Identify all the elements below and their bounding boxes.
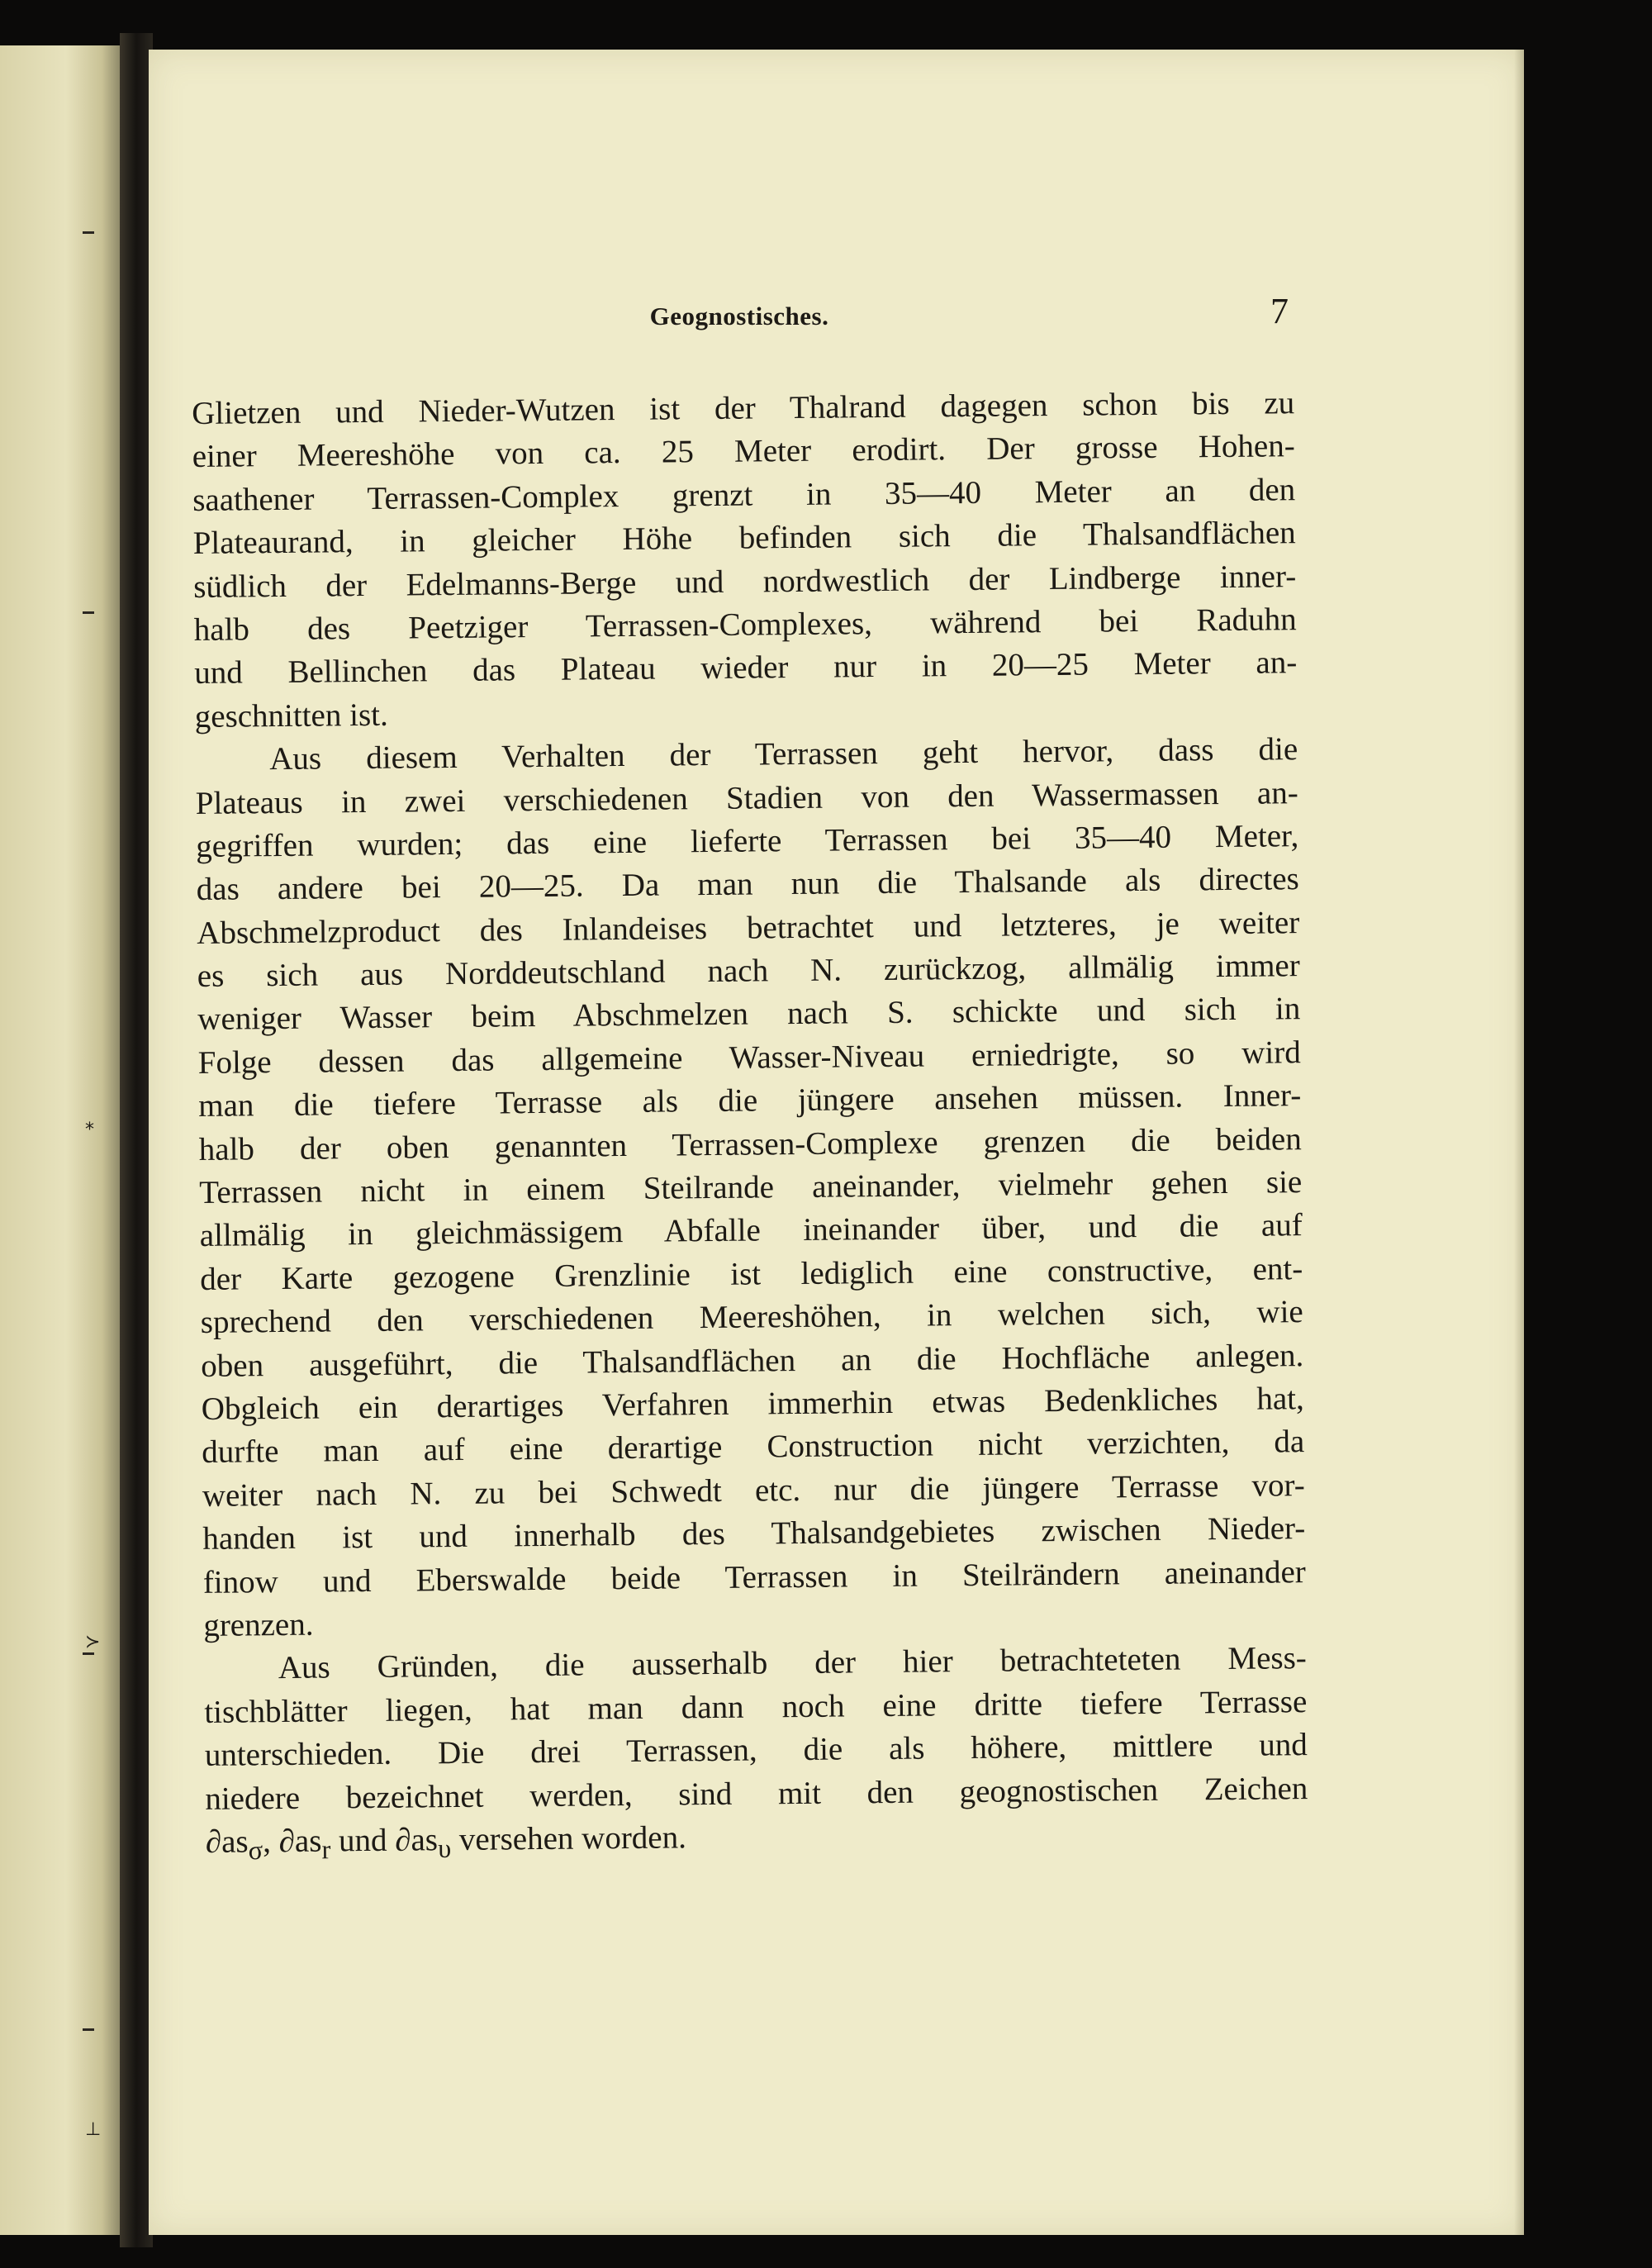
text-line: gegriffen wurden; das eine lieferte Terrassen bei 35—40 Meter,: [196, 818, 1299, 864]
text-line: grenzen.: [203, 1606, 314, 1643]
running-head-title: Geognostisches.: [649, 302, 829, 330]
text-line: allmälig in gleichmässigem Abfalle ineinander über, und die auf: [199, 1207, 1303, 1254]
text-line: es sich aus Norddeutschland nach N. zurückzog, allmälig immer: [197, 948, 1300, 995]
margin-mark-arrow: ≻: [85, 1632, 101, 1652]
book-gutter: [120, 33, 153, 2247]
text-line: Aus diesem Verhalten der Terrassen geht hervor, dass die: [269, 731, 1298, 777]
text-line: südlich der Edelmanns-Berge und nordwestlich der Lindberge inner-: [193, 558, 1297, 605]
text-line: einer Meereshöhe von ca. 25 Meter erodirt. Der grosse Hohen-: [192, 428, 1295, 475]
text-line: Folge dessen das allgemeine Wasser-Niveau erniedrigte, so wird: [197, 1034, 1301, 1081]
text-line: man die tiefere Terrasse als die jüngere ansehen müssen. Inner-: [198, 1077, 1302, 1124]
text-line: halb der oben genannten Terrassen-Complexe grenzen die beiden: [198, 1120, 1302, 1167]
text-line: Aus Gründen, die ausserhalb der hier betrachteteten Mess-: [278, 1640, 1307, 1686]
text-line: geschnitten ist.: [194, 697, 388, 735]
text-line: das andere bei 20—25. Da man nun die Thalsande als directes: [196, 861, 1299, 908]
geognostic-symbol-middle: $\partial as_r$: [278, 1823, 331, 1866]
geognostic-symbol-upper: $\partial as_\sigma$: [205, 1823, 263, 1866]
left-facing-page-edge: [0, 45, 120, 2235]
text-line: Plateaus in zwei verschiedenen Stadien von den Wassermassen an-: [195, 774, 1298, 821]
text-line: handen ist und innerhalb des Thalsandgebietes zwischen Nieder-: [202, 1510, 1306, 1557]
text-line: weniger Wasser beim Abschmelzen nach S. schickte und sich in: [197, 991, 1301, 1038]
text-line: niedere bezeichnet werden, sind mit den geognostischen Zeichen: [205, 1770, 1308, 1817]
symbols-line: $\partial as_\sigma$, $\partial as_r$ und $\partial as_\upsilon$ versehen worden.: [205, 1819, 687, 1866]
text-line: oben ausgeführt, die Thalsandflächen an die Hochfläche anlegen.: [201, 1337, 1304, 1384]
margin-tick: [83, 231, 94, 234]
geognostic-symbol-lower: $\partial as_\upsilon$: [395, 1822, 452, 1864]
text-line: weiter nach N. zu bei Schwedt etc. nur die jüngere Terrasse vor-: [202, 1467, 1305, 1514]
text-line: Terrassen nicht in einem Steilrande aneinander, vielmehr gehen sie: [199, 1164, 1303, 1210]
text-line: finow und Eberswalde beide Terrassen in Steilrändern aneinander: [202, 1553, 1306, 1600]
text-line: unterschieden. Die drei Terrassen, die als höhere, mittlere und: [204, 1727, 1308, 1774]
margin-tick: [83, 2028, 94, 2031]
body-text: [192, 382, 1308, 1864]
margin-mark-bracket: ⊥: [85, 2119, 102, 2140]
text-line: tischblätter liegen, hat man dann noch eine dritte tiefere Terrasse: [204, 1683, 1308, 1730]
text-line: Glietzen und Nieder-Wutzen ist der Thalrand dagegen schon bis zu: [192, 385, 1295, 431]
margin-tick: [83, 611, 94, 614]
text-line: saathener Terrassen-Complex grenzt in 35—40 Meter an den: [192, 471, 1296, 518]
text-line: der Karte gezogene Grenzlinie ist lediglich eine constructive, ent-: [200, 1250, 1303, 1297]
text-line: Plateaurand, in gleicher Höhe befinden sich die Thalsandflächen: [192, 515, 1296, 562]
text-line: halb des Peetziger Terrassen-Complexes, während bei Raduhn: [193, 601, 1297, 648]
page-number: 7: [1270, 291, 1289, 331]
running-head: [190, 285, 1289, 335]
text-line: Abschmelzproduct des Inlandeises betrachtet und letzteres, je weiter: [197, 904, 1300, 951]
text-line: und Bellinchen das Plateau wieder nur in 20—25 Meter an-: [194, 644, 1298, 692]
margin-tick: [83, 1652, 94, 1655]
text-line: sprechend den verschiedenen Meereshöhen, in welchen sich, wie: [200, 1294, 1303, 1341]
text-line: Obgleich ein derartiges Verfahren immerhin etwas Bedenkliches hat,: [201, 1381, 1304, 1427]
text-line: durfte man auf eine derartige Construction nicht verzichten, da: [202, 1424, 1305, 1471]
margin-mark-asterisk: *: [85, 1120, 94, 1140]
